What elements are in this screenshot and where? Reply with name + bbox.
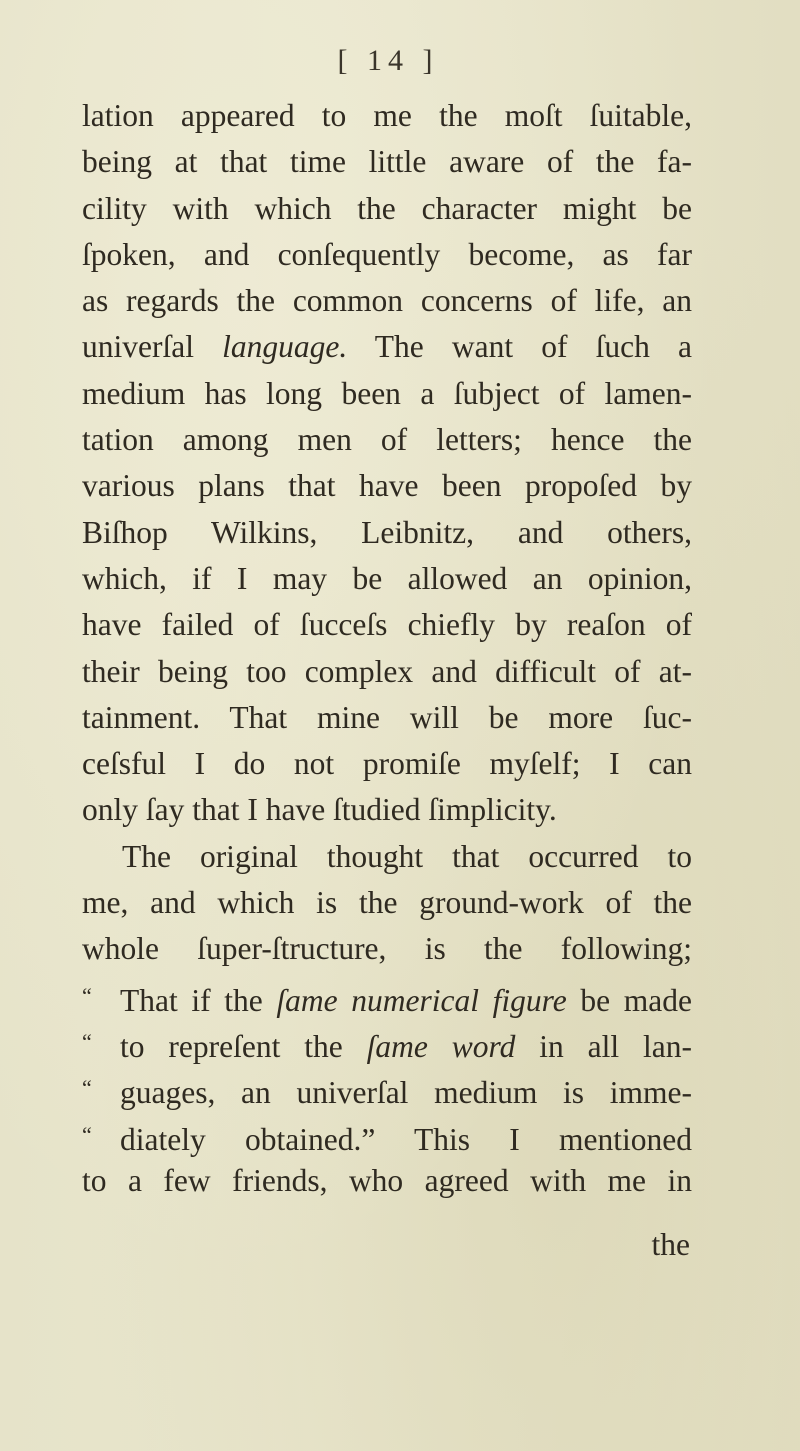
text-line-19: whole ſuper-ſtructure, is the following;: [82, 931, 692, 967]
page-number: [ 14 ]: [337, 44, 439, 77]
italic-run: ſame numerical figure: [276, 982, 567, 1018]
text-line-10: Biſhop Wilkins, Leibnitz, and others,: [82, 514, 692, 550]
quotation-mark: “: [82, 1028, 92, 1054]
text-line-11: which, if I may be allowed an opinion,: [82, 560, 692, 596]
quote-line-2: [82, 1019, 692, 1065]
quotation-mark: “: [82, 982, 92, 1008]
quote-text: diately obtained.” This I mentioned: [120, 1121, 692, 1157]
quote-text: [120, 978, 692, 1024]
text-run: That if the: [120, 982, 277, 1018]
text-line-3: cility with which the character might be: [82, 190, 692, 226]
body-text: [82, 93, 692, 1204]
text-run: in all lan-: [515, 1028, 692, 1064]
quote-line-3: [82, 1065, 692, 1111]
quote-line-1: [82, 973, 692, 1019]
text-line-9: various plans that have been propoſed by: [82, 468, 692, 504]
text-line-17: The original thought that occurred to: [122, 838, 692, 874]
text-run: The want of ſuch a: [347, 329, 692, 365]
quote-line-4: [82, 1112, 692, 1158]
text-line-5: as regards the common concerns of life, an: [82, 283, 692, 319]
text-line-24: to a few friends, who agreed with me in: [82, 1162, 692, 1198]
text-line-7: medium has long been a ſubject of lamen-: [82, 375, 692, 411]
text-run: univerſal: [82, 329, 223, 365]
quotation-mark: “: [82, 1075, 92, 1101]
text-line-18: me, and which is the ground-work of the: [82, 885, 692, 921]
text-line-8: tation among men of letters; hence the: [82, 422, 692, 458]
catchword: the: [651, 1227, 690, 1262]
text-line-13: their being too complex and difficult of at-: [82, 653, 692, 689]
quote-text: guages, an univerſal medium is imme-: [120, 1075, 692, 1111]
text-line-1: lation appeared to me the moſt ſuitable,: [82, 98, 692, 133]
italic-run: ſame word: [366, 1028, 516, 1064]
text-line-2: being at that time little aware of the fa-: [82, 144, 692, 180]
text-line-14: tainment. That mine will be more ſuc-: [82, 699, 692, 735]
text-line-12: have failed of ſucceſs chiefly by reaſon of: [82, 607, 692, 643]
text-line-4: ſpoken, and conſequently become, as far: [82, 236, 692, 272]
quote-text: [120, 1024, 692, 1070]
text-line-16: only ſay that I have ſtudied ſimplicity.: [82, 792, 557, 828]
quotation-mark: “: [82, 1121, 92, 1147]
text-run: be made: [566, 982, 692, 1018]
text-run: to repreſent the: [120, 1028, 367, 1064]
italic-run: language.: [222, 329, 348, 365]
text-line-15: ceſsful I do not promiſe myſelf; I can: [82, 746, 692, 782]
text-line-6: [82, 324, 692, 370]
